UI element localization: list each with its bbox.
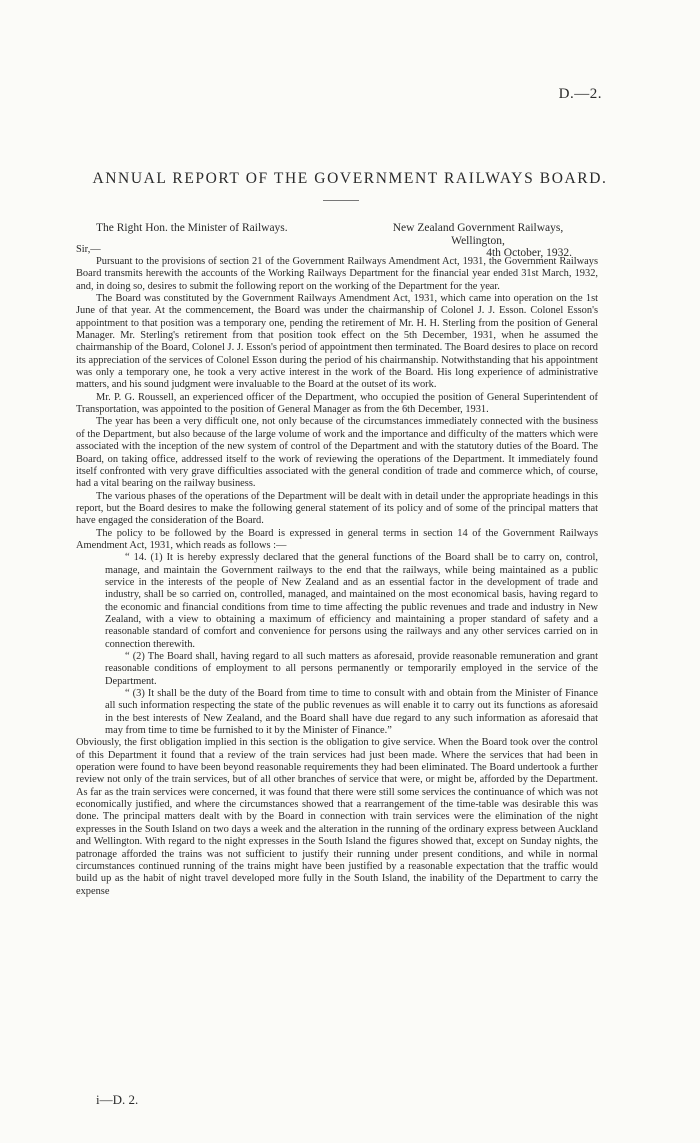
paragraph-4: The year has been a very difficult one, not only because of the circumstances immediately connected with the business of the Department, but also because of the large volume of work and the importance and difficulty of the matters which were associated with the inception of the new system of control of the Department and with the statutory duties of the Board. The Board, on taking office, addressed itself to the work of reviewing the operations of the Department. It immediately found itself confronted with very grave difficulties associated with the general condition of trade and commerce which, of course, had a vital bearing on the railway business.: [76, 416, 598, 490]
closing-paragraph: Obviously, the first obligation implied in this section is the obligation to give service. When the Board took over the control of this Department it found that a review of the train services had just been made. Where the services that had been in operation were found to have been beyond reasonable requirements they had been eliminated. The Board undertook a further review not only of the train services, but of all other branches of service that were, or might be, afforded by the Department. As far as the train services were concerned, it was found that there were still some services the continuance of which was not economically justified, and where the circumstances showed that a rearrangement of the time-table was desirable this was done. The principal matters dealt with by the Board in connection with train services were the elimination of the night expresses in the South Island on two days a week and the alteration in the running of the ordinary express between Auckland and Wellington. With regard to the night expresses in the South Island the figures showed that, except on Sunday nights, the patronage afforded the trains was not sufficient to justify their running under present conditions, and while in normal circumstances continued running of the trains might have been justified by a reasonable expectation that the traffic would build up as the habit of night travel developed more fully in the South Island, the inability of the Department to carry the expense: [76, 737, 598, 897]
section-14-quote: [105, 552, 598, 737]
paragraph-1: Pursuant to the provisions of section 21 of the Government Railways Amendment Act, 1931, the Government Railways Board transmits herewith the accounts of the Working Railways Department for the financial year ended 31st March, 1932, and, in doing so, desires to submit the following report on the working of the Department for the year.: [76, 256, 598, 292]
paragraph-3: Mr. P. G. Roussell, an experienced officer of the Department, who occupied the position of General Superintendent of Transportation, was appointed to the position of General Manager as from the 6th December, 1931.: [76, 391, 598, 416]
paragraph-5: The various phases of the operations of the Department will be dealt with in detail under the appropriate headings in this report, but the Board desires to make the following general statement of its policy and of some of the principal matters that have engaged the consideration of the Board.: [76, 490, 598, 527]
quote-subsection-1: “ 14. (1) It is hereby expressly declared that the general functions of the Board shall be to carry on, control, manage, and maintain the Government railways to the end that the railways, while being maintained as a public service in the interests of the people of New Zealand and as an essential factor in the development of trade and industry, shall be so carried on, controlled, managed, and maintained on the most economical basis, having regard to the economic and financial conditions from time to time affecting the public revenues and trade and industry in New Zealand, with a view to obtaining a maximum of efficiency and maintaining a proper standard of safety and a reasonable standard of comfort and convenience for persons using the railways and any other services carried on in connection therewith.: [105, 552, 598, 650]
recipient-line: The Right Hon. the Minister of Railways.: [96, 222, 288, 234]
quote-subsection-3: “ (3) It shall be the duty of the Board from time to time to consult with and obtain from the Minister of Finance all such information respecting the state of the public revenues as will enable it to carry out its functions as aforesaid in the best interests of New Zealand, and the Board shall have due regard to any such information as aforesaid that may from time to time be furnished to it by the Minister of Finance.”: [105, 688, 598, 737]
letter-date: 4th October, 1932.: [486, 247, 572, 260]
sender-line-2: Wellington,: [451, 234, 505, 247]
paragraph-2: The Board was constituted by the Government Railways Amendment Act, 1931, which came into operation on the 1st June of that year. At the commencement, the Board was under the chairmanship of Colonel J. J. Esson. Colonel Esson's appointment to that position was a temporary one, pending the retirement of Mr. H. H. Sterling from the position of General Manager. Mr. Sterling's retirement from that position took effect on the 5th December, 1931, when he assumed the chairmanship of the Board, Colonel J. J. Esson's period of appointment then terminated. The Board desires to place on record its appreciation of the services of Colonel Esson during the period of his chairmanship. Notwithstanding that his appointment was only a temporary one, he took a very active interest in the work of the Board. His long experience of administrative matters, and his sound judgment were invaluable to the Board at the outset of its work.: [76, 293, 598, 391]
quote-subsection-2: “ (2) The Board shall, having regard to all such matters as aforesaid, provide reasonable remuneration and grant reasonable conditions of employment to all persons permanently or temporarily employed in the service of the Department.: [105, 651, 598, 687]
page-number: D.—2.: [558, 86, 602, 102]
title-rule: [323, 200, 359, 201]
sender-address: [384, 222, 572, 260]
salutation: Sir,—: [76, 244, 101, 255]
signature-mark: i—D. 2.: [96, 1092, 139, 1107]
report-title: ANNUAL REPORT OF THE GOVERNMENT RAILWAYS BOARD.: [92, 170, 608, 187]
paragraph-6: The policy to be followed by the Board is expressed in general terms in section 14 of the Government Railways Amendment Act, 1931, which reads as follows :—: [76, 527, 598, 551]
sender-line-1: New Zealand Government Railways,: [392, 222, 564, 234]
